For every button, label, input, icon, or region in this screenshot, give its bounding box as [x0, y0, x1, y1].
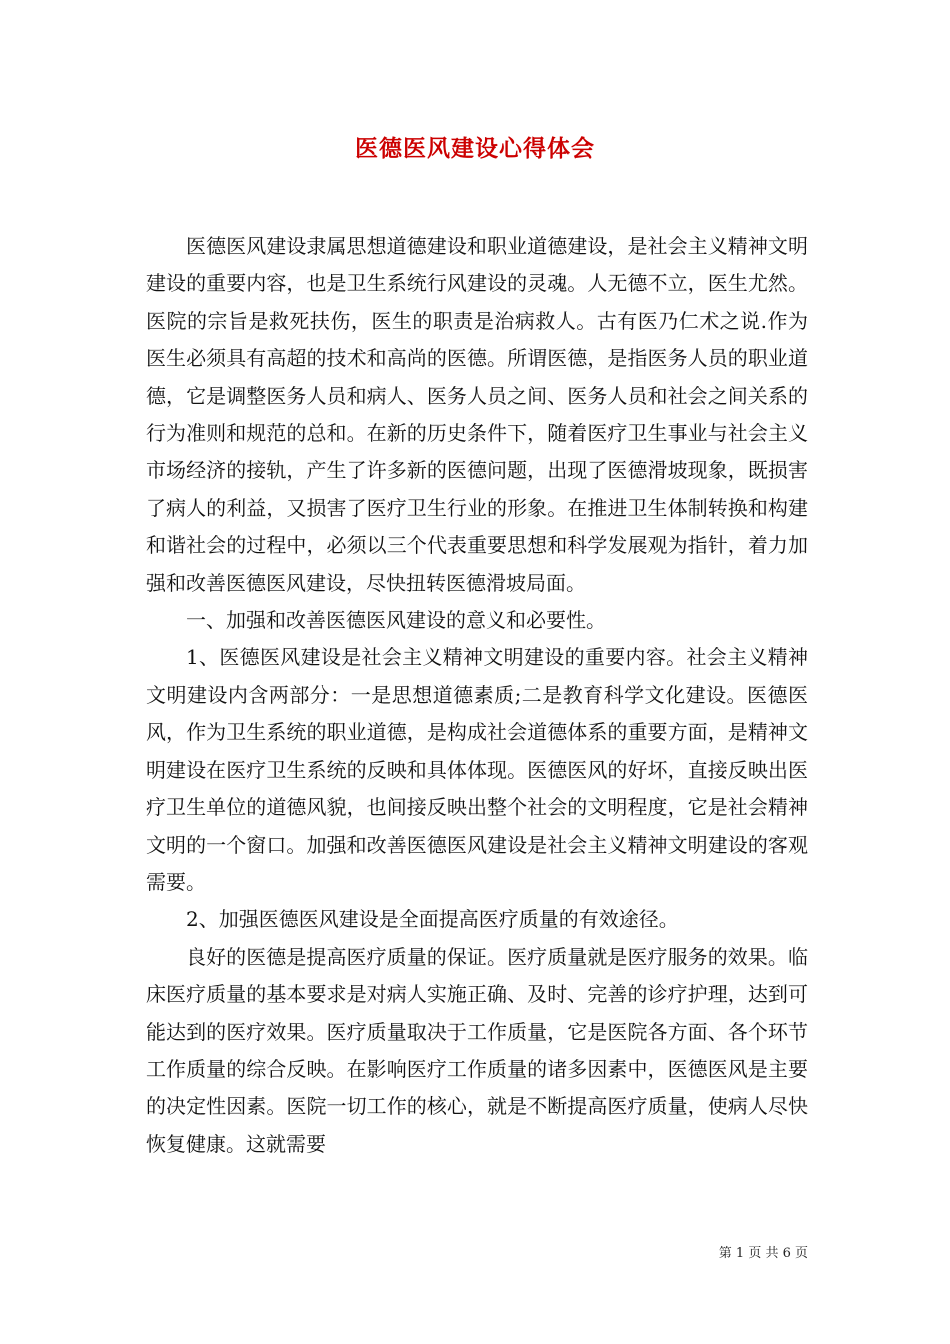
document-title: 医德医风建设心得体会 [355, 135, 595, 162]
paragraph-point-1: 1、医德医风建设是社会主义精神文明建设的重要内容。社会主义精神文明建设内含两部分：一是思想道德素质;二是教育科学文化建设。医德医风，作为卫生系统的职业道德，是构成社会道德体系的重要方面，是精神文明建设在医疗卫生系统的反映和具体体现。医德医风的好坏，直接反映出医疗卫生单位的道德风貌，也间接反映出整个社会的文明程度，它是社会精神文明的一个窗口。加强和改善医德医风建设是社会主义精神文明建设的客观需要。 [146, 645, 808, 894]
paragraph-section-heading: 一、加强和改善医德医风建设的意义和必要性。 [186, 608, 606, 633]
page-number: 第 1 页 共 6 页 [718, 1246, 808, 1261]
paragraph-point-2: 2、加强医德医风建设是全面提高医疗质量的有效途径。 [186, 907, 679, 932]
paragraph-intro: 医德医风建设隶属思想道德建设和职业道德建设，是社会主义精神文明建设的重要内容，也是卫生系统行风建设的灵魂。人无德不立，医生尤然。医院的宗旨是救死扶伤，医生的职责是治病救人。古有医乃仁术之说.作为医生必须具有高超的技术和高尚的医德。所谓医德，是指医务人员的职业道德，它是调整医务人员和病人、医务人员之间、医务人员和社会之间关系的行为准则和规范的总和。在新的历史条件下，随着医疗卫生事业与社会主义市场经济的接轨，产生了许多新的医德问题，出现了医德滑坡现象，既损害了病人的利益，又损害了医疗卫生行业的形象。在推进卫生体制转换和构建和谐社会的过程中，必须以三个代表重要思想和科学发展观为指针，着力加强和改善医德医风建设，尽快扭转医德滑坡局面。 [146, 234, 808, 595]
document-body [146, 228, 808, 1163]
paragraph-quality: 良好的医德是提高医疗质量的保证。医疗质量就是医疗服务的效果。临床医疗质量的基本要求是对病人实施正确、及时、完善的诊疗护理，达到可能达到的医疗效果。医疗质量取决于工作质量，它是医院各方面、各个环节工作质量的综合反映。在影响医疗工作质量的诸多因素中，医德医风是主要的决定性因素。医院一切工作的核心，就是不断提高医疗质量，使病人尽快恢复健康。这就需要 [146, 944, 808, 1156]
